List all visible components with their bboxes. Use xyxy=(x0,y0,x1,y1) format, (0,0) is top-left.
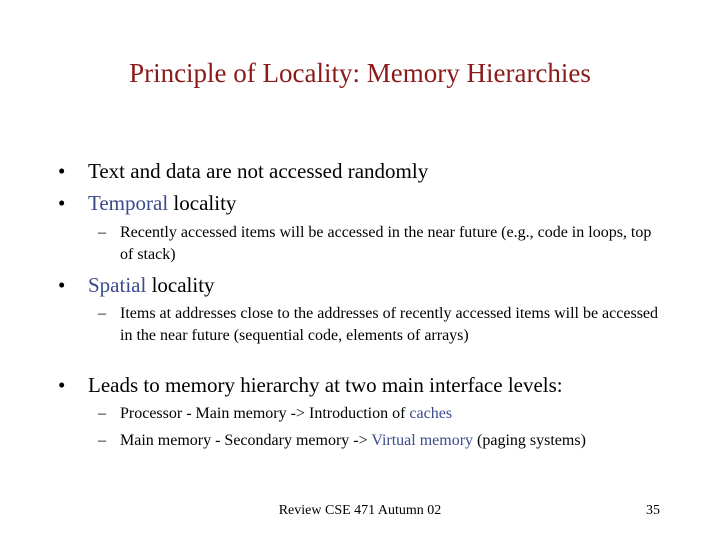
dash-icon: – xyxy=(98,405,106,422)
bullet-icon: • xyxy=(58,273,66,297)
bullet-icon: • xyxy=(58,373,66,397)
highlight-spatial: Spatial xyxy=(88,273,147,297)
bullet-icon: • xyxy=(58,191,66,215)
dash-icon: – xyxy=(98,432,106,449)
sub-bullet-text: Items at addresses close to the addresses of recently accessed items will be accessed in the near future (sequential code, elements of arrays) xyxy=(120,305,659,344)
sub-bullet-text-post: (paging systems) xyxy=(473,432,586,449)
bullet-text: Text and data are not accessed randomly xyxy=(88,159,429,183)
slide-title: Principle of Locality: Memory Hierarchies xyxy=(129,58,591,88)
sub-bullet-text: Processor - Main memory -> Introduction of xyxy=(120,405,410,422)
highlight-temporal: Temporal xyxy=(88,191,169,215)
sub-bullet-text: Main memory - Secondary memory -> xyxy=(120,432,372,449)
dash-icon: – xyxy=(98,305,106,322)
page-number: 35 xyxy=(646,503,660,518)
bullet-text: Leads to memory hierarchy at two main interface levels: xyxy=(88,373,563,397)
footer-course: Review CSE 471 Autumn 02 xyxy=(278,503,442,518)
bullet-text: locality xyxy=(146,273,215,297)
sub-bullet-text: Recently accessed items will be accessed in the near future (e.g., code in loops, top of stack) xyxy=(120,224,652,263)
highlight-virtual-memory: Virtual memory xyxy=(371,432,474,449)
highlight-caches: caches xyxy=(409,405,453,422)
bullet-icon: • xyxy=(58,159,66,183)
bullet-text: locality xyxy=(168,191,237,215)
dash-icon: – xyxy=(98,224,106,241)
